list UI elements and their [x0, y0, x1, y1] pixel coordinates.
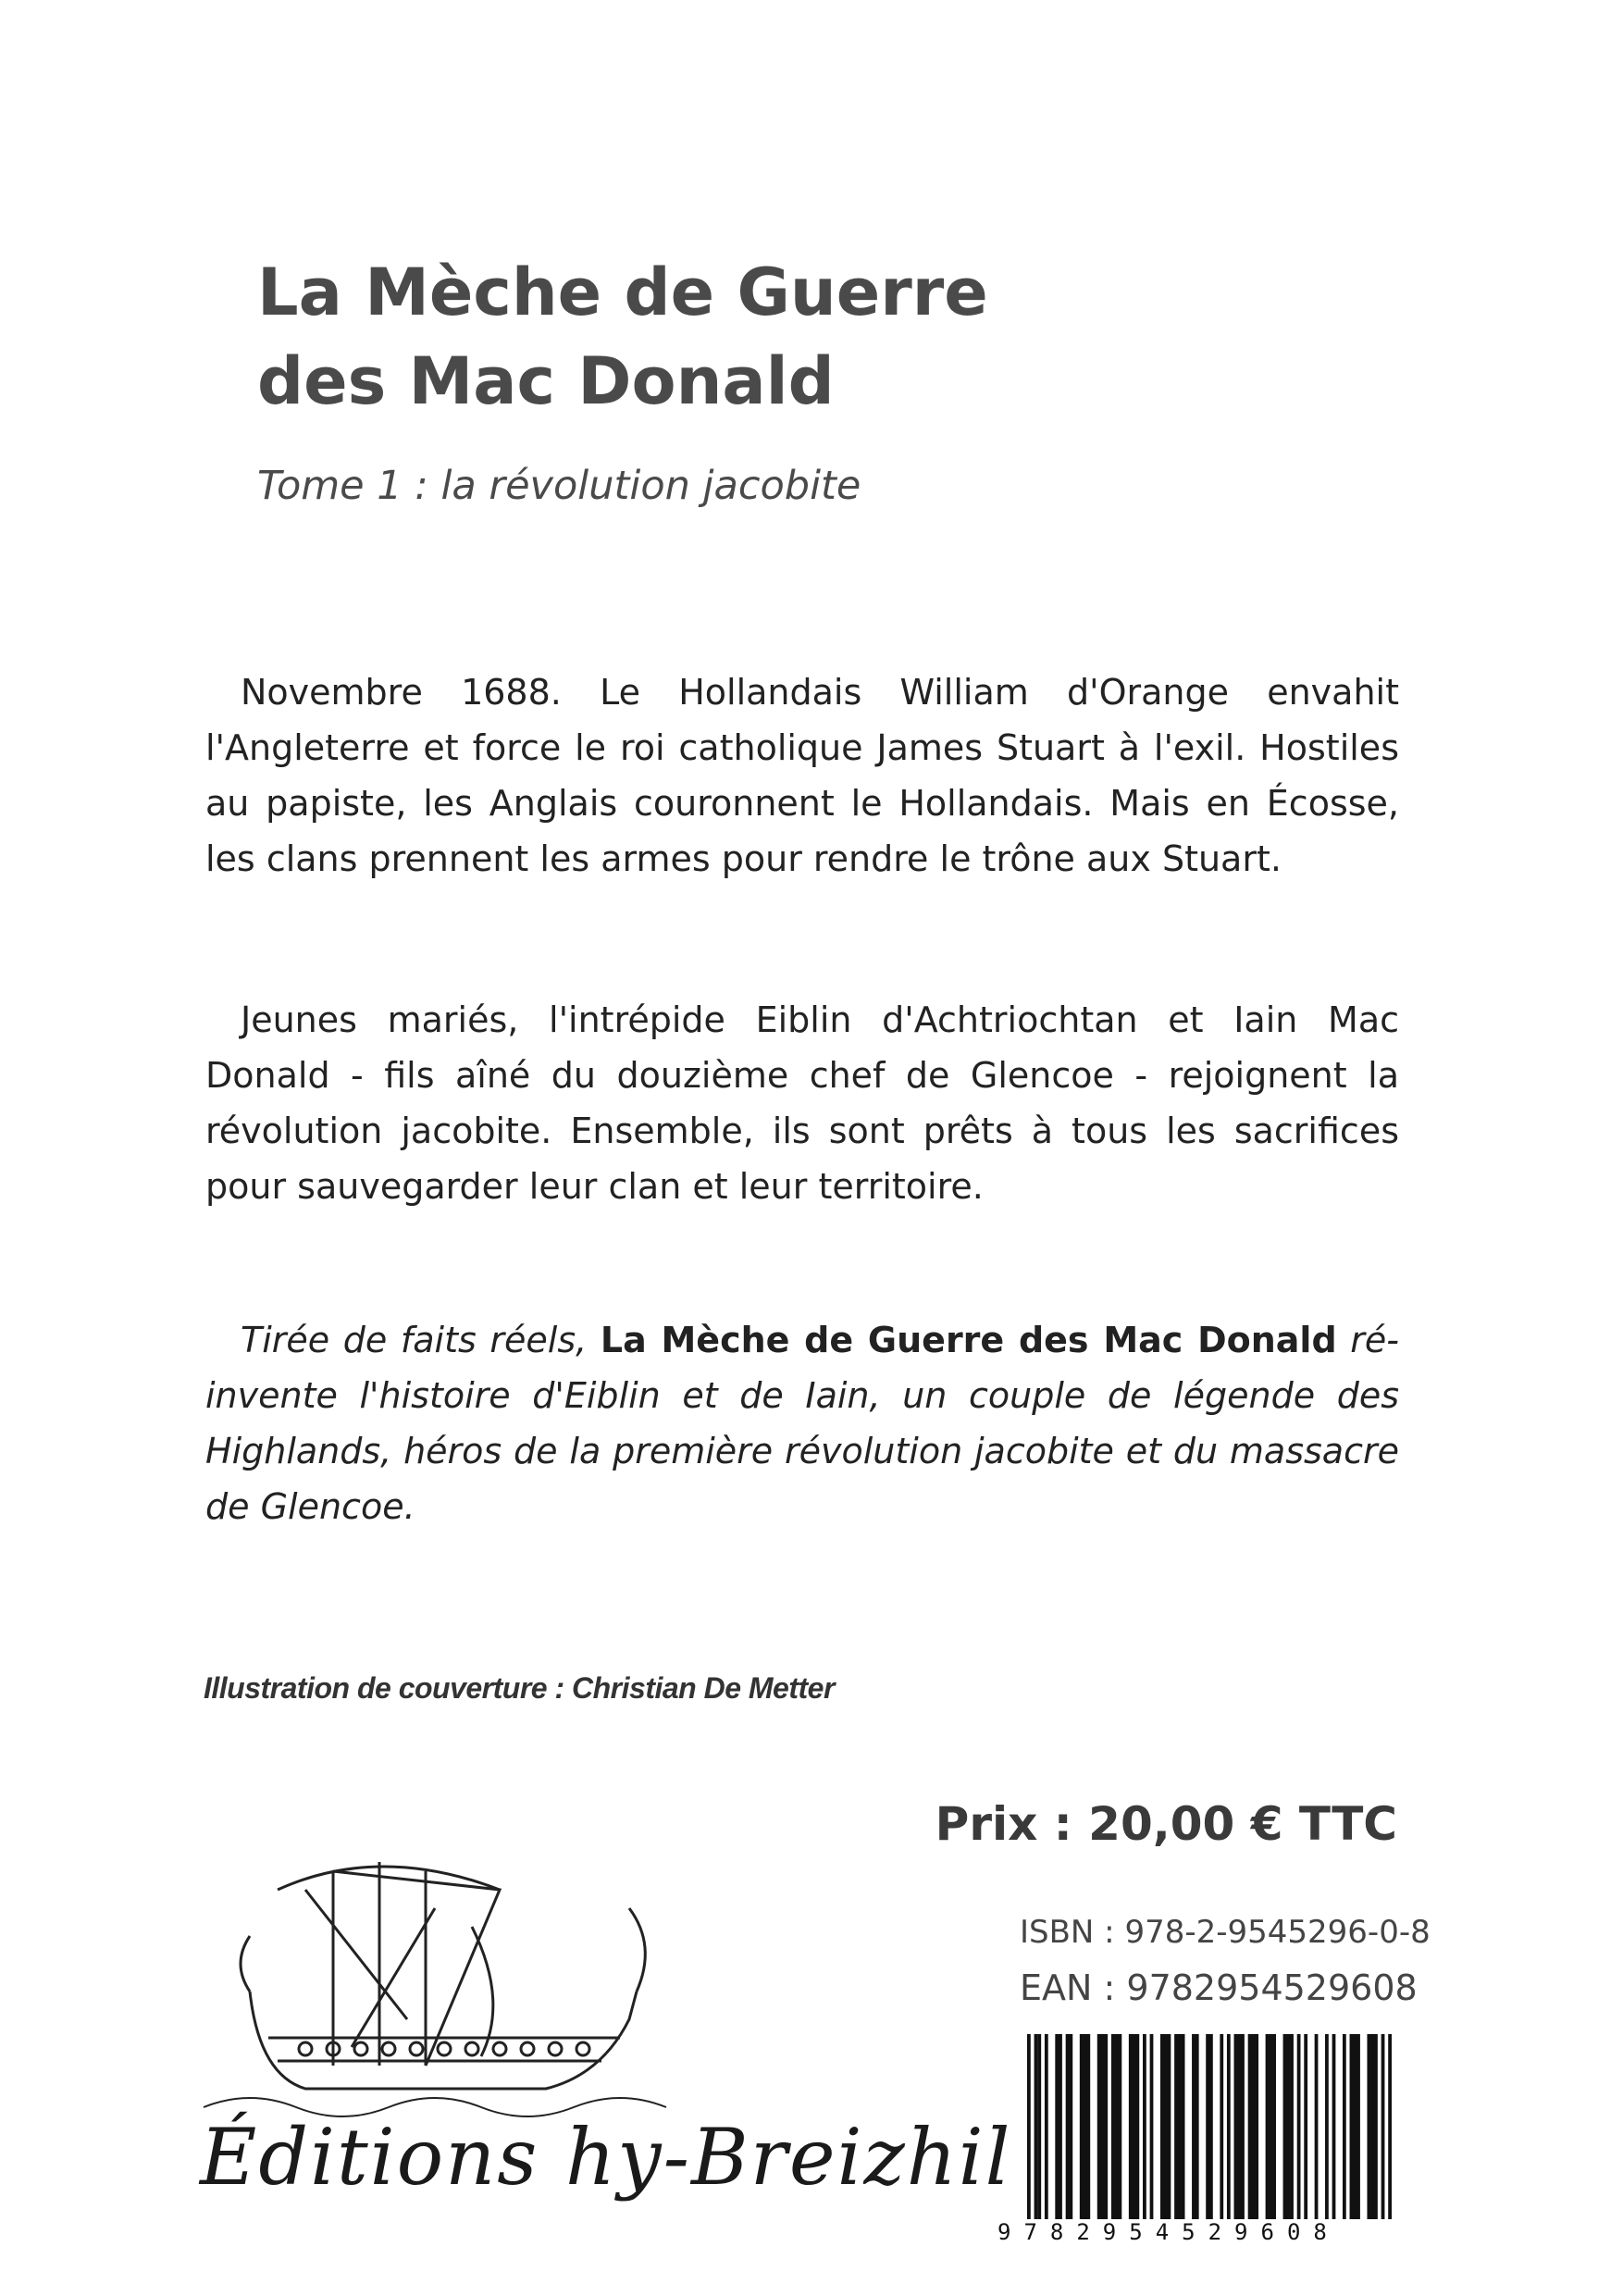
publisher-name: Éditions hy-Breizhil [200, 2112, 1012, 2203]
barcode-digits: 9782954529608 [997, 2219, 1340, 2245]
barcode [1022, 2034, 1397, 2241]
price-label: Prix : 20,00 € TTC [935, 1797, 1397, 1851]
book-title [257, 248, 1368, 426]
illustration-credit: Illustration de couverture : Christian De Metter [204, 1671, 835, 1705]
book-title-line2: des Mac Donald [257, 343, 835, 419]
barcode-bars [1022, 2034, 1397, 2219]
blurb-paragraph-3-title: La Mèche de Guerre des Mac Donald [600, 1320, 1337, 1360]
blurb-paragraph-2: Jeunes mariés, l'intrépide Eiblin d'Achtriochtan et Iain Mac Donald - fils aîné du douzième chef de Glencoe - rejoignent la révolution jacobite. Ensemble, ils sont prêts à tous les sacrifices pour sauvegarder leur clan et leur territoire. [205, 999, 1399, 1207]
book-subtitle: Tome 1 : la révolution jacobite [257, 463, 861, 509]
isbn-label: ISBN : 978-2-9545296-0-8 [1020, 1914, 1431, 1951]
book-title-line1: La Mèche de Guerre [257, 254, 988, 330]
blurb-paragraph-3-rest: ré-invente l'histoire d'Eiblin et de Iain, un couple de légende des Highlands, héros de la première révolution jacobite et du massacre de Glencoe. [205, 1320, 1399, 1527]
blurb-paragraph-3-intro: Tirée de faits réels, [241, 1320, 588, 1360]
ean-label: EAN : 9782954529608 [1020, 1967, 1418, 2008]
blurb-paragraph-3 [205, 1312, 1399, 1534]
blurb-paragraph-1: Novembre 1688. Le Hollandais William d'Orange envahit l'Angleterre et force le roi catholique James Stuart à l'exil. Hostiles au papiste, les Anglais couronnent le Hollandais. Mais en Écosse, les clans prennent les armes pour rendre le trône aux Stuart. [205, 672, 1399, 879]
